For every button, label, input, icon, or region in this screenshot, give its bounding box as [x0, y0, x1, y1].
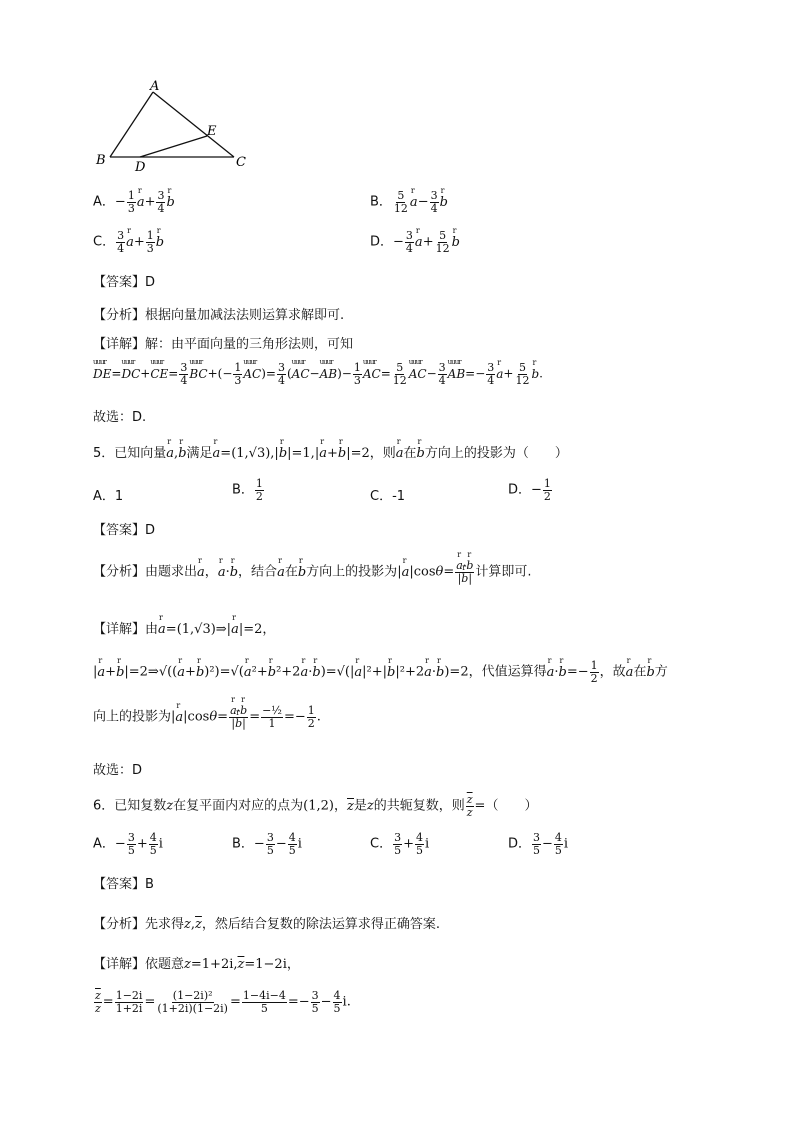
q5-detail-line1: 【详解】由r a=(1,√3)⇒|r a|=2，	[93, 618, 275, 637]
q6-option-c: C． $\frac{3}{5}$ + $\frac{4}{5}$ i	[370, 831, 430, 857]
q4-option-d: D．− $\frac{3}{4}$ r a+ $\frac{5}{12}$ r b	[370, 230, 460, 254]
q5-answer: 【答案】D	[93, 523, 156, 538]
q4-option-c: C． $\frac{3}{4}$ r a+ $\frac{1}{3}$ r b	[93, 230, 164, 254]
q6-derivation: $\frac{\overline{z}}{z}$ = $\frac{1-2i}{1+2i}$ = $\frac{\text{(1−2i)²}}{(1+2i)(1-2i)}$ = $\frac{1-4i-4}{5}$ =− $\frac{3}{5}$ − $\frac{4}{5}$ i.	[95, 989, 351, 1015]
q5-option-d: D．− $\frac{1}{2}$	[508, 477, 551, 503]
triangle-figure	[90, 78, 260, 173]
q4-conclusion: 故选：D.	[93, 410, 147, 425]
q5-detail-line2: |r a+r b|=2⇒√((r a+r b)²)=√(r a²+r b²+2r a·r b)=√(|r a|²+|r b|²+2r a·r b)=2，代值运算得r a·r b=− $\frac{1}{2}$ ，故r a在r b方	[93, 660, 668, 684]
vertex-b-label: B	[96, 153, 106, 168]
vertex-d-label: D	[135, 160, 146, 173]
q4-derivation: uuur DE=uuur DC+uuur CE= $\frac{3}{4}$ uuur BC+(− $\frac{1}{3}$ uuur AC)= $\frac{3}{4}$ (uuur AC−uuur AB)− $\frac{1}{3}$ uuur AC= $\frac{5}{12}$ uuur AC− $\frac{3}{4}$ uuur AB=− $\frac{3}{4}$ r a+ $\frac{5}{12}$ r b.	[93, 362, 543, 386]
q6-detail: 【详解】依题意$z=1+2i,\overline{z}=1-2i$，	[93, 957, 300, 972]
q4-detail: 【详解】解：由平面向量的三角形法则，可知	[93, 337, 354, 352]
q5-conclusion: 故选：D	[93, 763, 143, 778]
q6-option-d: D． $\frac{3}{5}$ − $\frac{4}{5}$ i	[508, 831, 569, 857]
q4-option-b: B． $\frac{5}{12}$ r a− $\frac{3}{4}$ r b	[370, 190, 448, 214]
q5-detail-line3: 向上的投影为|r a|cosθ= r $\frac{\text{a·r b}}{\text{|r b|}}$ = $\frac{\text{−½}}{1}$ =− $\frac{1}{2}$ .	[93, 705, 321, 729]
q4-option-a: A．− $\frac{1}{3}$ r a+ $\frac{3}{4}$ r b	[93, 190, 175, 214]
q5-stem: 5．已知向量r a,r b满足r a=(1,√3),|r b|=1,|r a+r b|=2，则r a在r b方向上的投影为（ ）	[93, 442, 568, 461]
q5-analysis: 【分析】由题求出r a，r a·r b，结合r a在r b方向上的投影为|r a|cosθ= r $\frac{\text{a·r b}}{\text{|r b|}}$ 计算即可.	[93, 560, 532, 584]
q6-option-b: B．− $\frac{3}{5}$ − $\frac{4}{5}$ i	[232, 831, 302, 857]
q6-option-a: A．− $\frac{3}{5}$ + $\frac{4}{5}$ i	[93, 831, 163, 857]
q6-analysis: 【分析】先求得$z,\overline{z}$，然后结合复数的除法运算求得正确答案.	[93, 917, 441, 932]
q6-stem: 6．已知复数z在复平面内对应的点为(1,2)，z是z的共轭复数，则 $\frac{\overline{z}}{z}$ =（ ）	[93, 793, 538, 819]
q5-option-c: C．-1	[370, 489, 406, 504]
q5-option-a: A．1	[93, 489, 124, 504]
q4-analysis: 【分析】根据向量加减法法则运算求解即可.	[93, 308, 345, 323]
vertex-a-label: A	[150, 79, 160, 94]
q6-answer: 【答案】B	[93, 877, 154, 892]
q4-answer: 【答案】D	[93, 275, 156, 290]
vertex-c-label: C	[236, 155, 246, 170]
vertex-e-label: E	[207, 124, 217, 139]
q5-option-b: B． $\frac{1}{2}$	[232, 477, 263, 503]
